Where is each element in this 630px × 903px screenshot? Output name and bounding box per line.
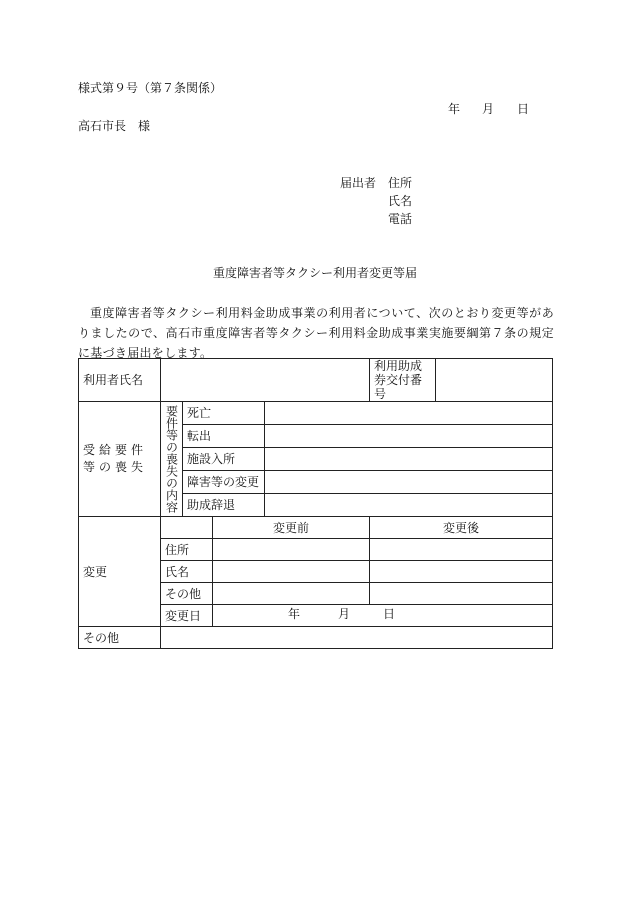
change-item-name: 氏名 — [161, 561, 213, 583]
notification-form-table — [78, 358, 553, 649]
loss-item-facility-field[interactable] — [265, 448, 553, 471]
user-name-field[interactable] — [161, 359, 370, 402]
after-label: 変更後 — [370, 517, 553, 539]
change-item-address: 住所 — [161, 539, 213, 561]
date-year-label: 年 — [448, 102, 461, 116]
loss-section-label: 受給要件等の喪失 — [79, 402, 161, 517]
change-other-before-field[interactable] — [213, 583, 370, 605]
change-section-label: 変更 — [79, 517, 161, 627]
loss-content-label: 要件等の喪失の内容 — [161, 402, 183, 517]
loss-item-death: 死亡 — [183, 402, 265, 425]
change-date-field[interactable] — [213, 605, 553, 627]
date-month-label: 月 — [482, 102, 495, 116]
applicant-name-label: 氏名 — [388, 194, 413, 208]
loss-item-disability-change-field[interactable] — [265, 471, 553, 494]
change-date-day: 日 — [383, 607, 396, 621]
coupon-number-field[interactable] — [436, 359, 553, 402]
change-date-month: 月 — [338, 607, 351, 621]
change-name-after-field[interactable] — [370, 561, 553, 583]
loss-item-decline-field[interactable] — [265, 494, 553, 517]
loss-item-move-out: 転出 — [183, 425, 265, 448]
other-label: その他 — [79, 627, 161, 649]
change-name-before-field[interactable] — [213, 561, 370, 583]
change-address-after-field[interactable] — [370, 539, 553, 561]
loss-item-decline: 助成辞退 — [183, 494, 265, 517]
loss-item-death-field[interactable] — [265, 402, 553, 425]
user-name-label: 利用者氏名 — [79, 359, 161, 402]
change-date-label: 変更日 — [161, 605, 213, 627]
applicant-phone-label: 電話 — [388, 212, 413, 226]
applicant-address-label: 住所 — [388, 176, 413, 190]
document-title: 重度障害者等タクシー利用者変更等届 — [212, 266, 417, 280]
change-header-blank — [161, 517, 213, 539]
before-label: 変更前 — [213, 517, 370, 539]
loss-item-disability-change: 障害等の変更 — [183, 471, 265, 494]
applicant-role-label: 届出者 — [340, 176, 377, 190]
body-paragraph: 重度障害者等タクシー利用料金助成事業の利用者について、次のとおり変更等がありましたので、高石市重度障害者等タクシー利用料金助成事業実施要綱第７条の規定に基づき届出をします。 — [78, 306, 554, 360]
loss-item-facility: 施設入所 — [183, 448, 265, 471]
other-field[interactable] — [161, 627, 553, 649]
coupon-number-label: 利用助成券交付番号 — [370, 359, 436, 402]
date-day-label: 日 — [517, 102, 530, 116]
change-address-before-field[interactable] — [213, 539, 370, 561]
change-date-year: 年 — [288, 607, 301, 621]
addressee: 高石市長 様 — [78, 119, 151, 133]
change-item-other: その他 — [161, 583, 213, 605]
form-number: 様式第９号（第７条関係） — [78, 81, 223, 95]
loss-item-move-out-field[interactable] — [265, 425, 553, 448]
change-other-after-field[interactable] — [370, 583, 553, 605]
